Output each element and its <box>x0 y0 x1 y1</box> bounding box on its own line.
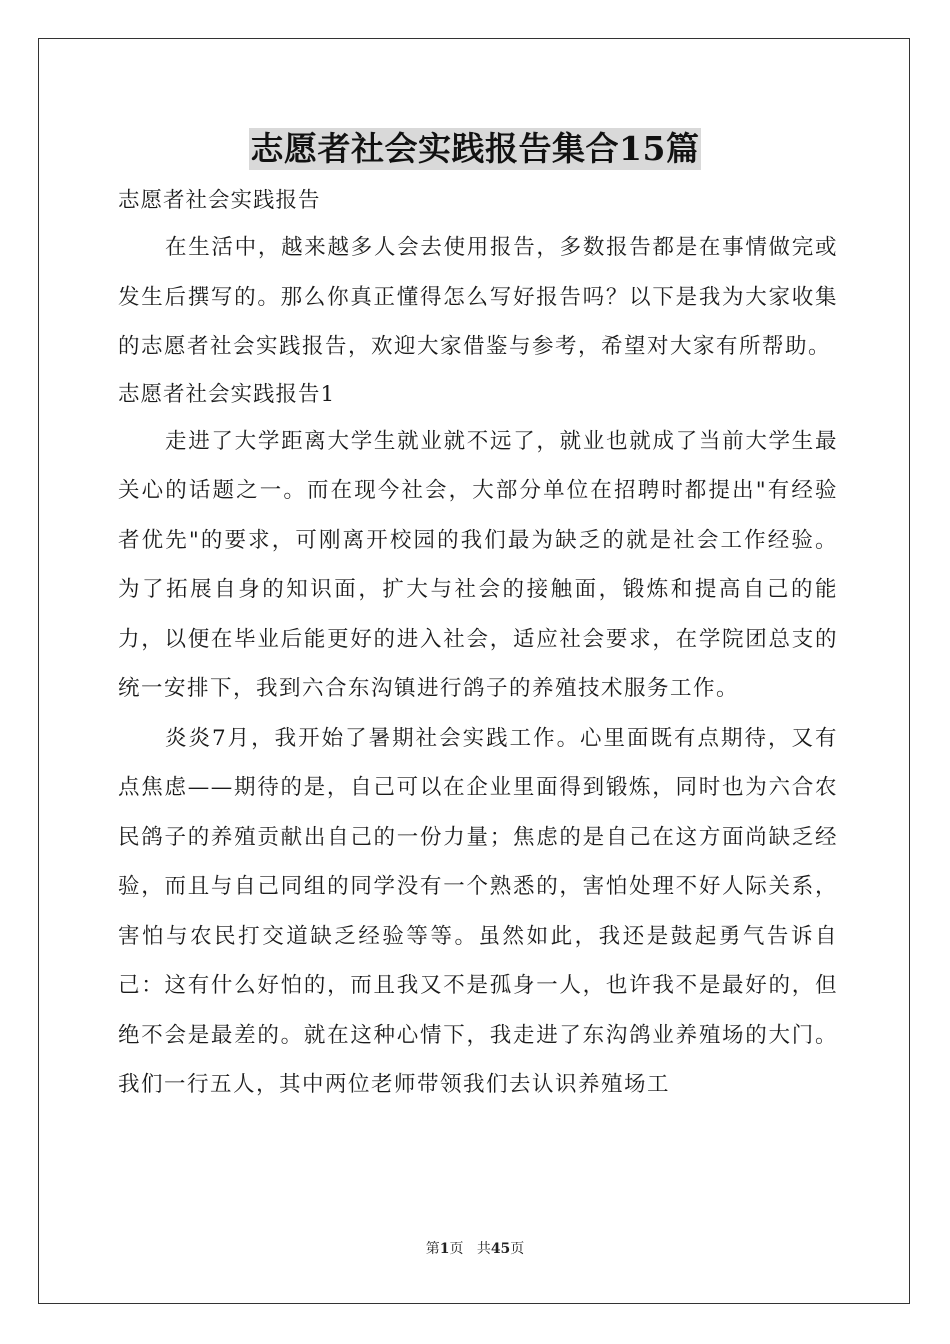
total-prefix: 共 <box>476 1241 491 1257</box>
title-area <box>0 128 950 170</box>
intro-paragraph: 在生活中，越来越多人会去使用报告，多数报告都是在事情做完或发生后撰写的。那么你真正懂得怎么写好报告吗？以下是我为大家收集的志愿者社会实践报告，欢迎大家借鉴与参考，希望对大家有所帮助。 <box>118 235 838 359</box>
page-footer <box>0 1238 950 1258</box>
report1-heading: 志愿者社会实践报告1 <box>118 381 336 407</box>
page-prefix: 第 <box>425 1241 440 1257</box>
section-heading: 志愿者社会实践报告 <box>118 188 321 213</box>
page-suffix: 页 <box>449 1241 464 1257</box>
total-pages: 45 <box>490 1241 511 1257</box>
document-title: 志愿者社会实践报告集合15篇 <box>250 129 700 168</box>
report1-paragraph-1: 走进了大学距离大学生就业就不远了，就业也就成了当前大学生最关心的话题之一。而在现今社会，大部分单位在招聘时都提出"有经验者优先"的要求，可刚离开校园的我们最为缺乏的就是社会工作经验。为了拓展自身的知识面，扩大与社会的接触面，锻炼和提高自己的能力，以便在毕业后能更好的进入社会，适应社会要求，在学院团总支的统一安排下，我到六合东沟镇进行鸽子的养殖技术服务工作。 <box>118 428 838 701</box>
total-suffix: 页 <box>510 1241 525 1257</box>
page-number: 1 <box>439 1241 450 1257</box>
document-body <box>118 178 838 1110</box>
report1-paragraph-2: 炎炎7月，我开始了暑期社会实践工作。心里面既有点期待，又有点焦虑——期待的是，自己可以在企业里面得到锻炼，同时也为六合农民鸽子的养殖贡献出自己的一份力量；焦虑的是自己在这方面尚缺乏经验，而且与自己同组的同学没有一个熟悉的，害怕处理不好人际关系，害怕与农民打交道缺乏经验等等。虽然如此，我还是鼓起勇气告诉自己：这有什么好怕的，而且我又不是孤身一人，也许我不是最好的，但绝不会是最差的。就在这种心情下，我走进了东沟鸽业养殖场的大门。我们一行五人，其中两位老师带领我们去认识养殖场工 <box>118 725 838 1097</box>
